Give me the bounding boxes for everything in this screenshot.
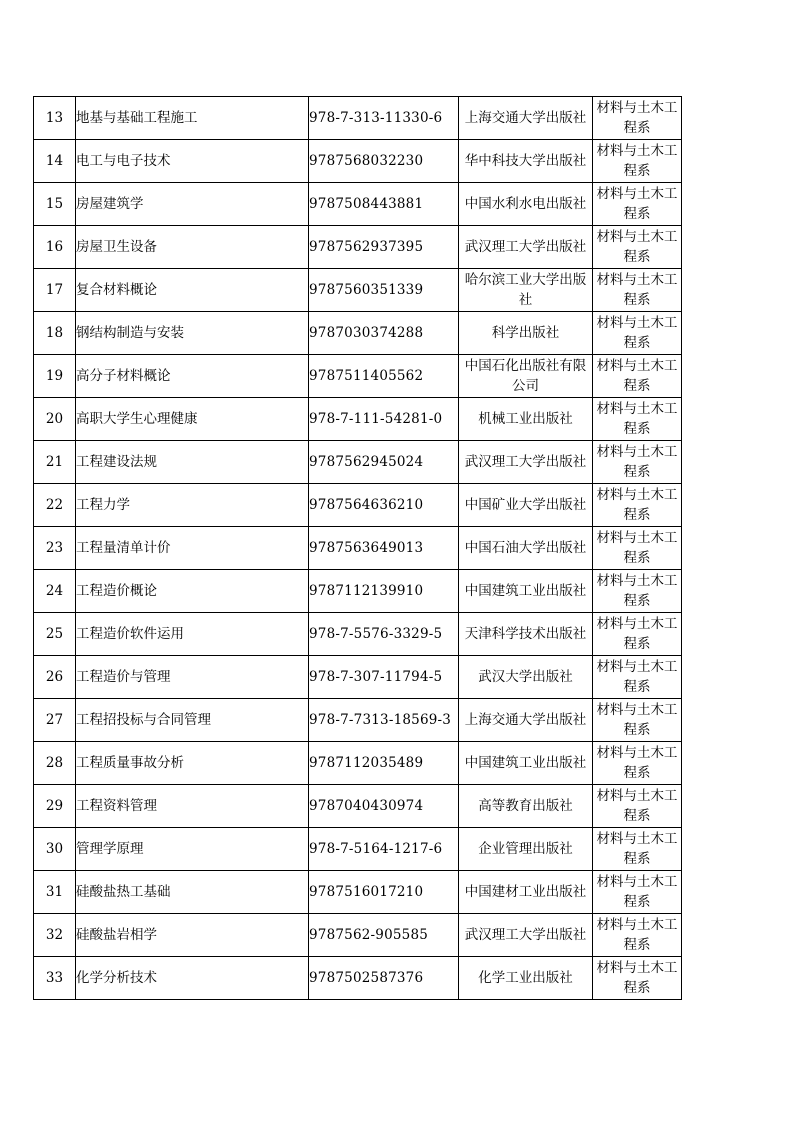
- row-number: 23: [34, 527, 76, 570]
- publisher-cell: 华中科技大学出版社: [459, 140, 593, 183]
- isbn-cell: 9787564636210: [309, 484, 459, 527]
- row-number: 25: [34, 613, 76, 656]
- row-number: 26: [34, 656, 76, 699]
- table-row: [34, 398, 682, 441]
- row-number: 20: [34, 398, 76, 441]
- publisher-cell: 武汉理工大学出版社: [459, 914, 593, 957]
- book-title: 硅酸盐热工基础: [76, 871, 309, 914]
- isbn-cell: 978-7-307-11794-5: [309, 656, 459, 699]
- book-title: 管理学原理: [76, 828, 309, 871]
- publisher-cell: 天津科学技术出版社: [459, 613, 593, 656]
- isbn-cell: 9787516017210: [309, 871, 459, 914]
- isbn-cell: 9787040430974: [309, 785, 459, 828]
- department-cell: 材料与土木工程系: [593, 183, 682, 226]
- book-title: 地基与基础工程施工: [76, 97, 309, 140]
- row-number: 33: [34, 957, 76, 1000]
- table-row: [34, 914, 682, 957]
- row-number: 29: [34, 785, 76, 828]
- table-row: [34, 527, 682, 570]
- book-title: 工程力学: [76, 484, 309, 527]
- publisher-cell: 上海交通大学出版社: [459, 699, 593, 742]
- row-number: 31: [34, 871, 76, 914]
- isbn-cell: 9787502587376: [309, 957, 459, 1000]
- table-row: [34, 355, 682, 398]
- row-number: 14: [34, 140, 76, 183]
- department-cell: 材料与土木工程系: [593, 742, 682, 785]
- table-row: [34, 656, 682, 699]
- row-number: 22: [34, 484, 76, 527]
- table-row: [34, 97, 682, 140]
- isbn-cell: 9787112035489: [309, 742, 459, 785]
- department-cell: 材料与土木工程系: [593, 785, 682, 828]
- isbn-cell: 9787562-905585: [309, 914, 459, 957]
- publisher-cell: 化学工业出版社: [459, 957, 593, 1000]
- table-row: [34, 312, 682, 355]
- book-title: 房屋卫生设备: [76, 226, 309, 269]
- department-cell: 材料与土木工程系: [593, 140, 682, 183]
- row-number: 28: [34, 742, 76, 785]
- department-cell: 材料与土木工程系: [593, 957, 682, 1000]
- book-title: 工程资料管理: [76, 785, 309, 828]
- row-number: 18: [34, 312, 76, 355]
- publisher-cell: 武汉理工大学出版社: [459, 441, 593, 484]
- table-row: [34, 441, 682, 484]
- publisher-cell: 中国石油大学出版社: [459, 527, 593, 570]
- publisher-cell: 企业管理出版社: [459, 828, 593, 871]
- table-body: [34, 97, 682, 1000]
- book-title: 工程造价概论: [76, 570, 309, 613]
- isbn-cell: 978-7-7313-18569-3: [309, 699, 459, 742]
- department-cell: 材料与土木工程系: [593, 484, 682, 527]
- isbn-cell: 9787112139910: [309, 570, 459, 613]
- book-title: 工程质量事故分析: [76, 742, 309, 785]
- publisher-cell: 武汉大学出版社: [459, 656, 593, 699]
- isbn-cell: 9787563649013: [309, 527, 459, 570]
- table-row: [34, 226, 682, 269]
- publisher-cell: 高等教育出版社: [459, 785, 593, 828]
- table-row: [34, 183, 682, 226]
- book-title: 钢结构制造与安装: [76, 312, 309, 355]
- isbn-cell: 9787508443881: [309, 183, 459, 226]
- publisher-cell: 哈尔滨工业大学出版社: [459, 269, 593, 312]
- publisher-cell: 中国建筑工业出版社: [459, 742, 593, 785]
- book-title: 工程建设法规: [76, 441, 309, 484]
- book-title: 高分子材料概论: [76, 355, 309, 398]
- row-number: 24: [34, 570, 76, 613]
- department-cell: 材料与土木工程系: [593, 828, 682, 871]
- table-row: [34, 785, 682, 828]
- isbn-cell: 9787562945024: [309, 441, 459, 484]
- isbn-cell: 978-7-5576-3329-5: [309, 613, 459, 656]
- isbn-cell: 978-7-5164-1217-6: [309, 828, 459, 871]
- textbook-table: [33, 96, 682, 1000]
- department-cell: 材料与土木工程系: [593, 269, 682, 312]
- publisher-cell: 科学出版社: [459, 312, 593, 355]
- row-number: 27: [34, 699, 76, 742]
- table-row: [34, 828, 682, 871]
- publisher-cell: 中国矿业大学出版社: [459, 484, 593, 527]
- book-title: 复合材料概论: [76, 269, 309, 312]
- table-row: [34, 570, 682, 613]
- isbn-cell: 9787030374288: [309, 312, 459, 355]
- department-cell: 材料与土木工程系: [593, 97, 682, 140]
- publisher-cell: 中国建筑工业出版社: [459, 570, 593, 613]
- book-title: 化学分析技术: [76, 957, 309, 1000]
- book-title: 高职大学生心理健康: [76, 398, 309, 441]
- department-cell: 材料与土木工程系: [593, 312, 682, 355]
- isbn-cell: 978-7-111-54281-0: [309, 398, 459, 441]
- table-row: [34, 742, 682, 785]
- department-cell: 材料与土木工程系: [593, 914, 682, 957]
- book-title: 工程造价软件运用: [76, 613, 309, 656]
- department-cell: 材料与土木工程系: [593, 355, 682, 398]
- table-row: [34, 140, 682, 183]
- book-title: 硅酸盐岩相学: [76, 914, 309, 957]
- table-row: [34, 484, 682, 527]
- publisher-cell: 武汉理工大学出版社: [459, 226, 593, 269]
- department-cell: 材料与土木工程系: [593, 871, 682, 914]
- isbn-cell: 9787562937395: [309, 226, 459, 269]
- isbn-cell: 9787568032230: [309, 140, 459, 183]
- book-title: 电工与电子技术: [76, 140, 309, 183]
- department-cell: 材料与土木工程系: [593, 570, 682, 613]
- book-title: 工程招投标与合同管理: [76, 699, 309, 742]
- row-number: 13: [34, 97, 76, 140]
- book-title: 房屋建筑学: [76, 183, 309, 226]
- table-row: [34, 613, 682, 656]
- publisher-cell: 中国石化出版社有限公司: [459, 355, 593, 398]
- department-cell: 材料与土木工程系: [593, 613, 682, 656]
- publisher-cell: 机械工业出版社: [459, 398, 593, 441]
- table-row: [34, 269, 682, 312]
- row-number: 15: [34, 183, 76, 226]
- table-row: [34, 957, 682, 1000]
- department-cell: 材料与土木工程系: [593, 398, 682, 441]
- department-cell: 材料与土木工程系: [593, 656, 682, 699]
- table-row: [34, 699, 682, 742]
- row-number: 17: [34, 269, 76, 312]
- publisher-cell: 上海交通大学出版社: [459, 97, 593, 140]
- isbn-cell: 9787560351339: [309, 269, 459, 312]
- row-number: 19: [34, 355, 76, 398]
- row-number: 32: [34, 914, 76, 957]
- department-cell: 材料与土木工程系: [593, 699, 682, 742]
- isbn-cell: 978-7-313-11330-6: [309, 97, 459, 140]
- row-number: 30: [34, 828, 76, 871]
- book-title: 工程造价与管理: [76, 656, 309, 699]
- book-title: 工程量清单计价: [76, 527, 309, 570]
- isbn-cell: 9787511405562: [309, 355, 459, 398]
- publisher-cell: 中国建材工业出版社: [459, 871, 593, 914]
- department-cell: 材料与土木工程系: [593, 527, 682, 570]
- department-cell: 材料与土木工程系: [593, 441, 682, 484]
- row-number: 16: [34, 226, 76, 269]
- table-row: [34, 871, 682, 914]
- publisher-cell: 中国水利水电出版社: [459, 183, 593, 226]
- row-number: 21: [34, 441, 76, 484]
- department-cell: 材料与土木工程系: [593, 226, 682, 269]
